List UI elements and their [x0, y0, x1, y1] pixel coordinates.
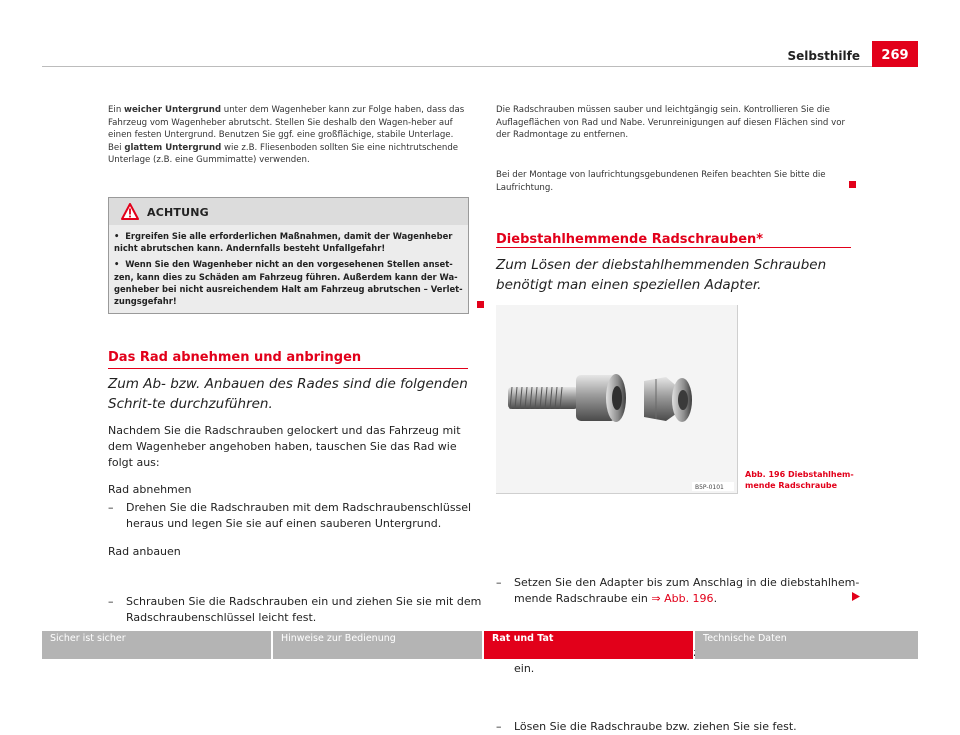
chapter-title: Selbsthilfe: [787, 49, 860, 63]
heading-rule: [496, 247, 851, 248]
section-heading-wheel: Das Rad abnehmen und anbringen: [108, 350, 362, 365]
step-insert-adapter: – Setzen Sie den Adapter bis zum Anschlag in die diebstahlhem-mende Radschraube ein ⇒ Abb. 196.: [496, 575, 870, 607]
subheading-remove: Rad abnehmen: [108, 483, 192, 496]
subheading-attach: Rad anbauen: [108, 545, 181, 558]
direction-paragraph: Bei der Montage von laufrichtungsgebundenen Reifen beachten Sie bitte die Laufrichtung.: [496, 170, 826, 193]
section-heading-bolts: Diebstahlhemmende Radschrauben*: [496, 232, 764, 247]
warning-header: [109, 198, 468, 225]
bolts-paragraph: Die Radschrauben müssen sauber und leichtgängig sein. Kontrollieren Sie die Auflageflächen von Rad und Nabe. Verunreinigungen auf diesen Flächen sind vor der Radmontage zu entfernen.: [496, 105, 845, 140]
figure-caption: Abb. 196 Diebstahlhem-mende Radschraube: [745, 470, 854, 490]
section-end-marker: [477, 301, 484, 308]
step-attach: – Schrauben Sie die Radschrauben ein und ziehen Sie sie mit dem Radschraubenschlüssel leicht fest.: [108, 594, 484, 626]
section-intro-wheel: Zum Ab- bzw. Anbauen des Rades sind die folgenden Schrit-te durchzuführen.: [108, 376, 468, 412]
footer-tab-safety[interactable]: Sicher ist sicher: [42, 631, 271, 659]
figure-code: B5P-0101: [695, 484, 724, 491]
step-insert-wrench: – ein.: [496, 645, 870, 677]
warning-bullet: • Ergreifen Sie alle erforderlichen Maßnahmen, damit der Wagenheber nicht abrutschen kann. Andernfalls besteht Unfallgefahr!: [114, 231, 453, 254]
section-intro-bolts: Zum Lösen der diebstahlhemmenden Schrauben benötigt man einen speziellen Adapter.: [496, 257, 827, 293]
footer-tab-technical[interactable]: Technische Daten: [695, 631, 918, 659]
wheel-bolt-illustration: [496, 305, 737, 493]
figure-wheel-bolt: [496, 305, 738, 494]
warning-box: [108, 197, 469, 314]
section-end-marker: [849, 181, 856, 188]
intro-paragraph: Ein weicher Untergrund unter dem Wagenheber kann zur Folge haben, dass das Fahrzeug vom Wagenheber abrutscht. Stellen Sie deshalb den Wagen-heber auf einen festen Untergrund. Benutzen Sie ggf. eine großflächige, stabile Unterlage. Bei glattem Untergrund wie z.B. Fliesenboden sollten Sie eine nichtrutschende Unterlage (z.B. eine Gummimatte) verwenden.: [108, 105, 465, 165]
step-loosen: – Lösen Sie die Radschraube bzw. ziehen Sie sie fest.: [496, 719, 854, 735]
footer-tab-advice[interactable]: Rat und Tat: [484, 631, 693, 659]
footer-tab-operation[interactable]: Hinweise zur Bedienung: [273, 631, 482, 659]
step-remove: – Drehen Sie die Radschrauben mit dem Radschraubenschlüssel heraus und legen Sie sie auf einen sauberen Untergrund.: [108, 500, 484, 532]
body-paragraph: Nachdem Sie die Radschrauben gelockert und das Fahrzeug mit dem Wagenheber angehoben haben, tauschen Sie das Rad wie folgt aus:: [108, 424, 461, 469]
warning-body: [114, 230, 464, 311]
warning-label: ACHTUNG: [147, 206, 209, 219]
warning-icon: [121, 203, 139, 220]
figure-reference-link[interactable]: ⇒ Abb. 196: [651, 592, 714, 605]
page-number: 269: [872, 41, 918, 67]
continue-arrow-icon: [852, 592, 860, 601]
heading-rule: [108, 368, 468, 369]
header-rule: [42, 66, 918, 67]
warning-bullet: • Wenn Sie den Wagenheber nicht an den vorgesehenen Stellen anset-zen, kann dies zu Schäden am Fahrzeug führen. Außerdem kann der Wa-genheber bei nicht ausreichendem Halt am Fahrzeug abrutschen – Verlet-zungsgefahr!: [114, 259, 463, 307]
